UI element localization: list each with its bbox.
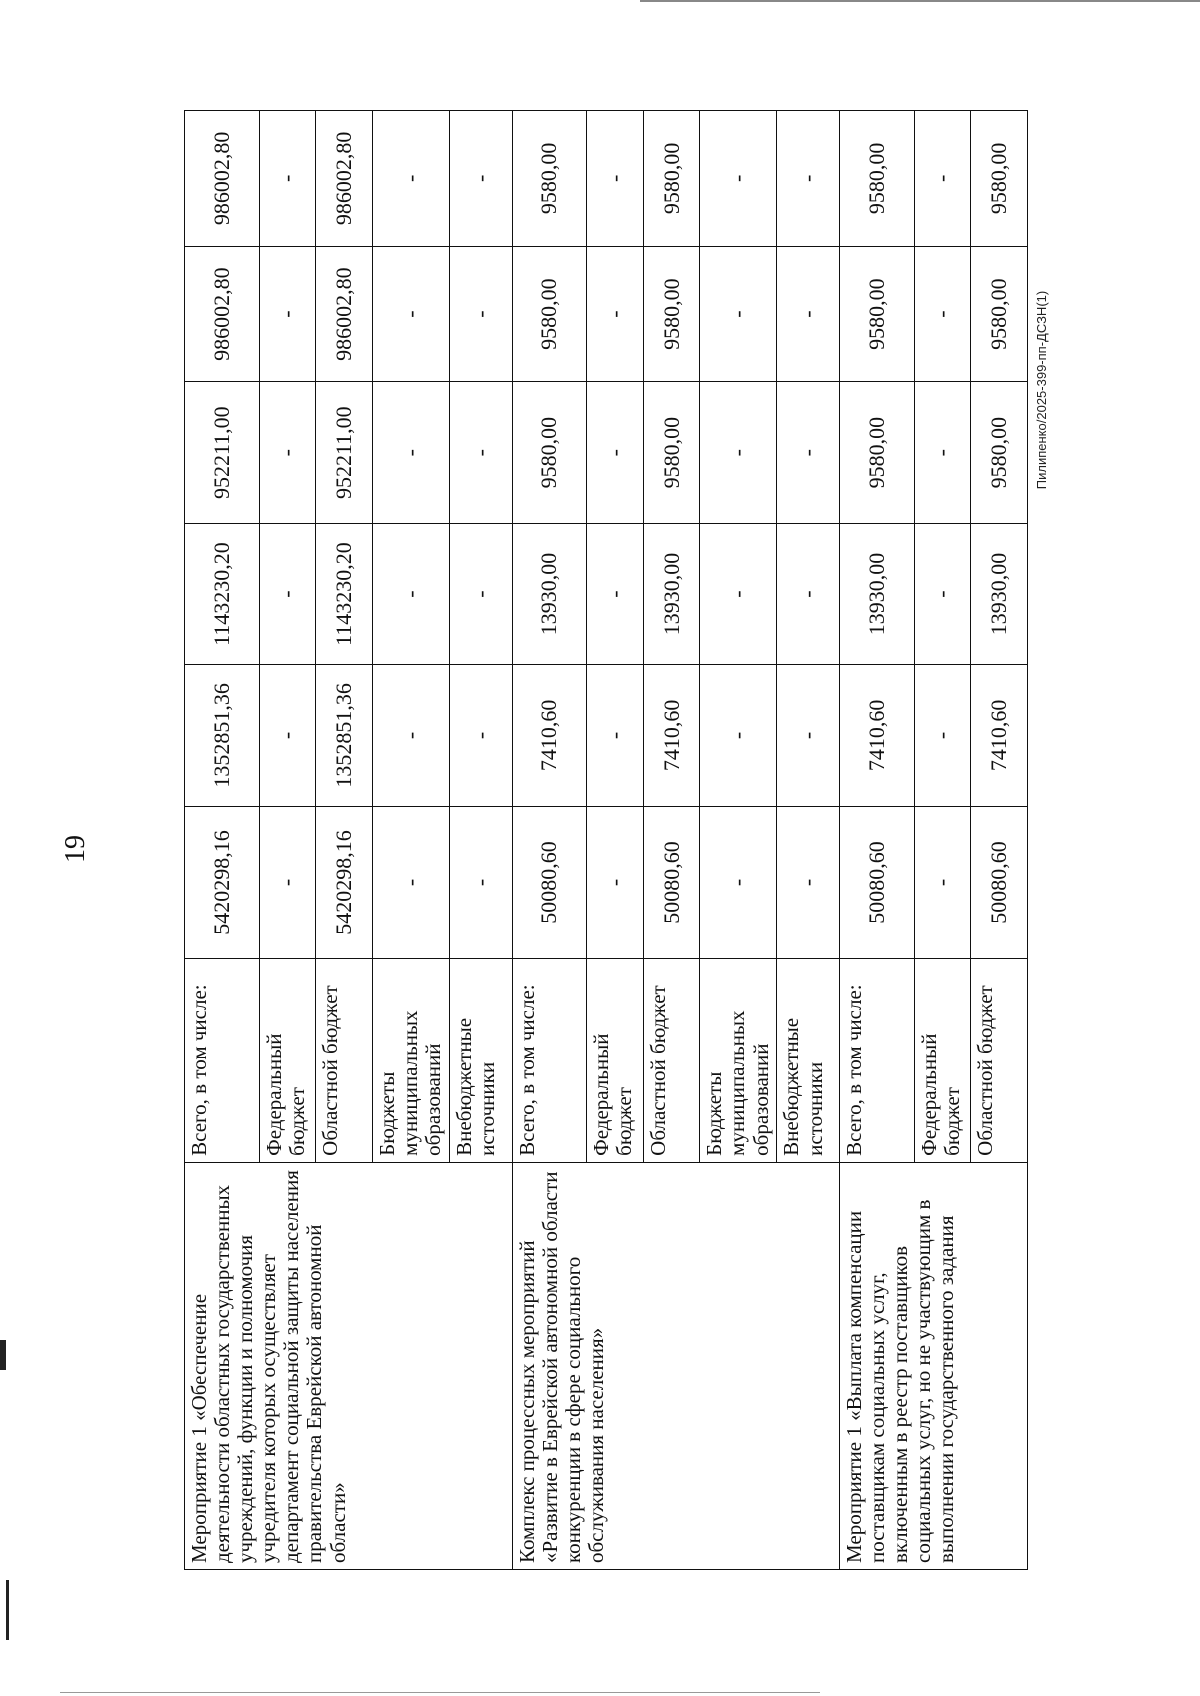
amount-cell: 9580,00: [512, 111, 587, 247]
amount-cell: 9580,00: [840, 111, 915, 247]
amount-cell: -: [259, 806, 316, 959]
amount-cell: 9580,00: [512, 382, 587, 523]
scan-edge-mark: [0, 1340, 6, 1370]
amount-cell: 9580,00: [643, 246, 700, 382]
funding-source-cell: Бюджеты муниципальных образований: [700, 959, 777, 1163]
amount-cell: -: [587, 806, 644, 959]
table-body: [185, 111, 1028, 1570]
amount-cell: 7410,60: [512, 665, 587, 806]
table-row: [512, 111, 587, 1570]
funding-source-cell: Областной бюджет: [643, 959, 700, 1163]
amount-cell: 50080,60: [971, 806, 1028, 959]
amount-cell: -: [372, 523, 449, 664]
amount-cell: 1352851,36: [316, 665, 373, 806]
amount-cell: -: [777, 665, 840, 806]
amount-cell: -: [700, 382, 777, 523]
amount-cell: 13930,00: [840, 523, 915, 664]
amount-cell: -: [259, 665, 316, 806]
amount-cell: 9580,00: [840, 382, 915, 523]
budget-table: [184, 110, 1028, 1570]
amount-cell: 1143230,20: [185, 523, 260, 664]
amount-cell: 7410,60: [840, 665, 915, 806]
table-row: [185, 111, 260, 1570]
amount-cell: -: [914, 246, 971, 382]
amount-cell: 13930,00: [971, 523, 1028, 664]
amount-cell: -: [449, 382, 512, 523]
funding-source-cell: Федеральный бюджет: [587, 959, 644, 1163]
table-row: [840, 111, 915, 1570]
amount-cell: -: [449, 665, 512, 806]
funding-source-cell: Федеральный бюджет: [259, 959, 316, 1163]
amount-cell: 5420298,16: [185, 806, 260, 959]
amount-cell: 9580,00: [971, 382, 1028, 523]
amount-cell: 50080,60: [840, 806, 915, 959]
scan-edge-mark: [60, 1692, 820, 1693]
funding-source-cell: Областной бюджет: [971, 959, 1028, 1163]
amount-cell: -: [914, 111, 971, 247]
amount-cell: -: [700, 665, 777, 806]
amount-cell: -: [914, 523, 971, 664]
amount-cell: -: [700, 111, 777, 247]
amount-cell: 7410,60: [643, 665, 700, 806]
amount-cell: -: [587, 111, 644, 247]
amount-cell: -: [777, 806, 840, 959]
amount-cell: -: [372, 665, 449, 806]
amount-cell: -: [777, 382, 840, 523]
amount-cell: 986002,80: [185, 246, 260, 382]
amount-cell: -: [259, 246, 316, 382]
amount-cell: -: [587, 523, 644, 664]
amount-cell: -: [700, 806, 777, 959]
amount-cell: 9580,00: [840, 246, 915, 382]
amount-cell: 50080,60: [512, 806, 587, 959]
activity-name-cell: Мероприятие 1 «Выплата компенсации поставщикам социальных услуг, включенным в реестр поставщиков социальных услуг, но не участвующим в выполнении государственного задания: [840, 1162, 1028, 1569]
amount-cell: 9580,00: [971, 246, 1028, 382]
amount-cell: -: [777, 111, 840, 247]
amount-cell: -: [777, 246, 840, 382]
amount-cell: -: [372, 111, 449, 247]
amount-cell: -: [449, 806, 512, 959]
amount-cell: 986002,80: [316, 111, 373, 247]
amount-cell: -: [259, 111, 316, 247]
amount-cell: 9580,00: [643, 382, 700, 523]
amount-cell: -: [914, 806, 971, 959]
amount-cell: 986002,80: [316, 246, 373, 382]
amount-cell: -: [372, 246, 449, 382]
funding-source-cell: Всего, в том числе:: [840, 959, 915, 1163]
amount-cell: 1143230,20: [316, 523, 373, 664]
activity-name-cell: Мероприятие 1 «Обеспечение деятельности областных государственных учреждений, функции и полномочия учредителя которых осуществляет департамент социальной защиты населения правительства Еврейской автономной области»: [185, 1162, 513, 1569]
amount-cell: 952211,00: [316, 382, 373, 523]
page-number: 19: [60, 835, 91, 863]
amount-cell: -: [449, 523, 512, 664]
activity-name-cell: Комплекс процессных мероприятий «Развитие в Еврейской автономной области конкуренции в сфере социального обслуживания населения»: [512, 1162, 840, 1569]
amount-cell: 952211,00: [185, 382, 260, 523]
scan-edge-mark: [6, 1580, 9, 1640]
amount-cell: -: [587, 665, 644, 806]
funding-source-cell: Всего, в том числе:: [185, 959, 260, 1163]
amount-cell: 13930,00: [643, 523, 700, 664]
funding-source-cell: Внебюджетные источники: [777, 959, 840, 1163]
scan-edge-mark: [640, 0, 1200, 2]
amount-cell: -: [700, 523, 777, 664]
amount-cell: 50080,60: [643, 806, 700, 959]
amount-cell: -: [259, 382, 316, 523]
amount-cell: -: [914, 382, 971, 523]
amount-cell: -: [587, 246, 644, 382]
amount-cell: -: [777, 523, 840, 664]
amount-cell: -: [587, 382, 644, 523]
amount-cell: -: [372, 382, 449, 523]
amount-cell: 9580,00: [643, 111, 700, 247]
amount-cell: 9580,00: [971, 111, 1028, 247]
funding-source-cell: Федеральный бюджет: [914, 959, 971, 1163]
funding-source-cell: Всего, в том числе:: [512, 959, 587, 1163]
amount-cell: 986002,80: [185, 111, 260, 247]
amount-cell: -: [700, 246, 777, 382]
amount-cell: -: [372, 806, 449, 959]
amount-cell: -: [259, 523, 316, 664]
amount-cell: 7410,60: [971, 665, 1028, 806]
funding-source-cell: Бюджеты муниципальных образований: [372, 959, 449, 1163]
footer-code: Пилипенко/2025-399-пп-ДСЗН(1): [1034, 290, 1049, 490]
amount-cell: 9580,00: [512, 246, 587, 382]
amount-cell: -: [449, 111, 512, 247]
amount-cell: 13930,00: [512, 523, 587, 664]
rotated-table-container: [184, 110, 1028, 1570]
funding-source-cell: Внебюджетные источники: [449, 959, 512, 1163]
amount-cell: 1352851,36: [185, 665, 260, 806]
funding-source-cell: Областной бюджет: [316, 959, 373, 1163]
amount-cell: -: [914, 665, 971, 806]
amount-cell: 5420298,16: [316, 806, 373, 959]
amount-cell: -: [449, 246, 512, 382]
